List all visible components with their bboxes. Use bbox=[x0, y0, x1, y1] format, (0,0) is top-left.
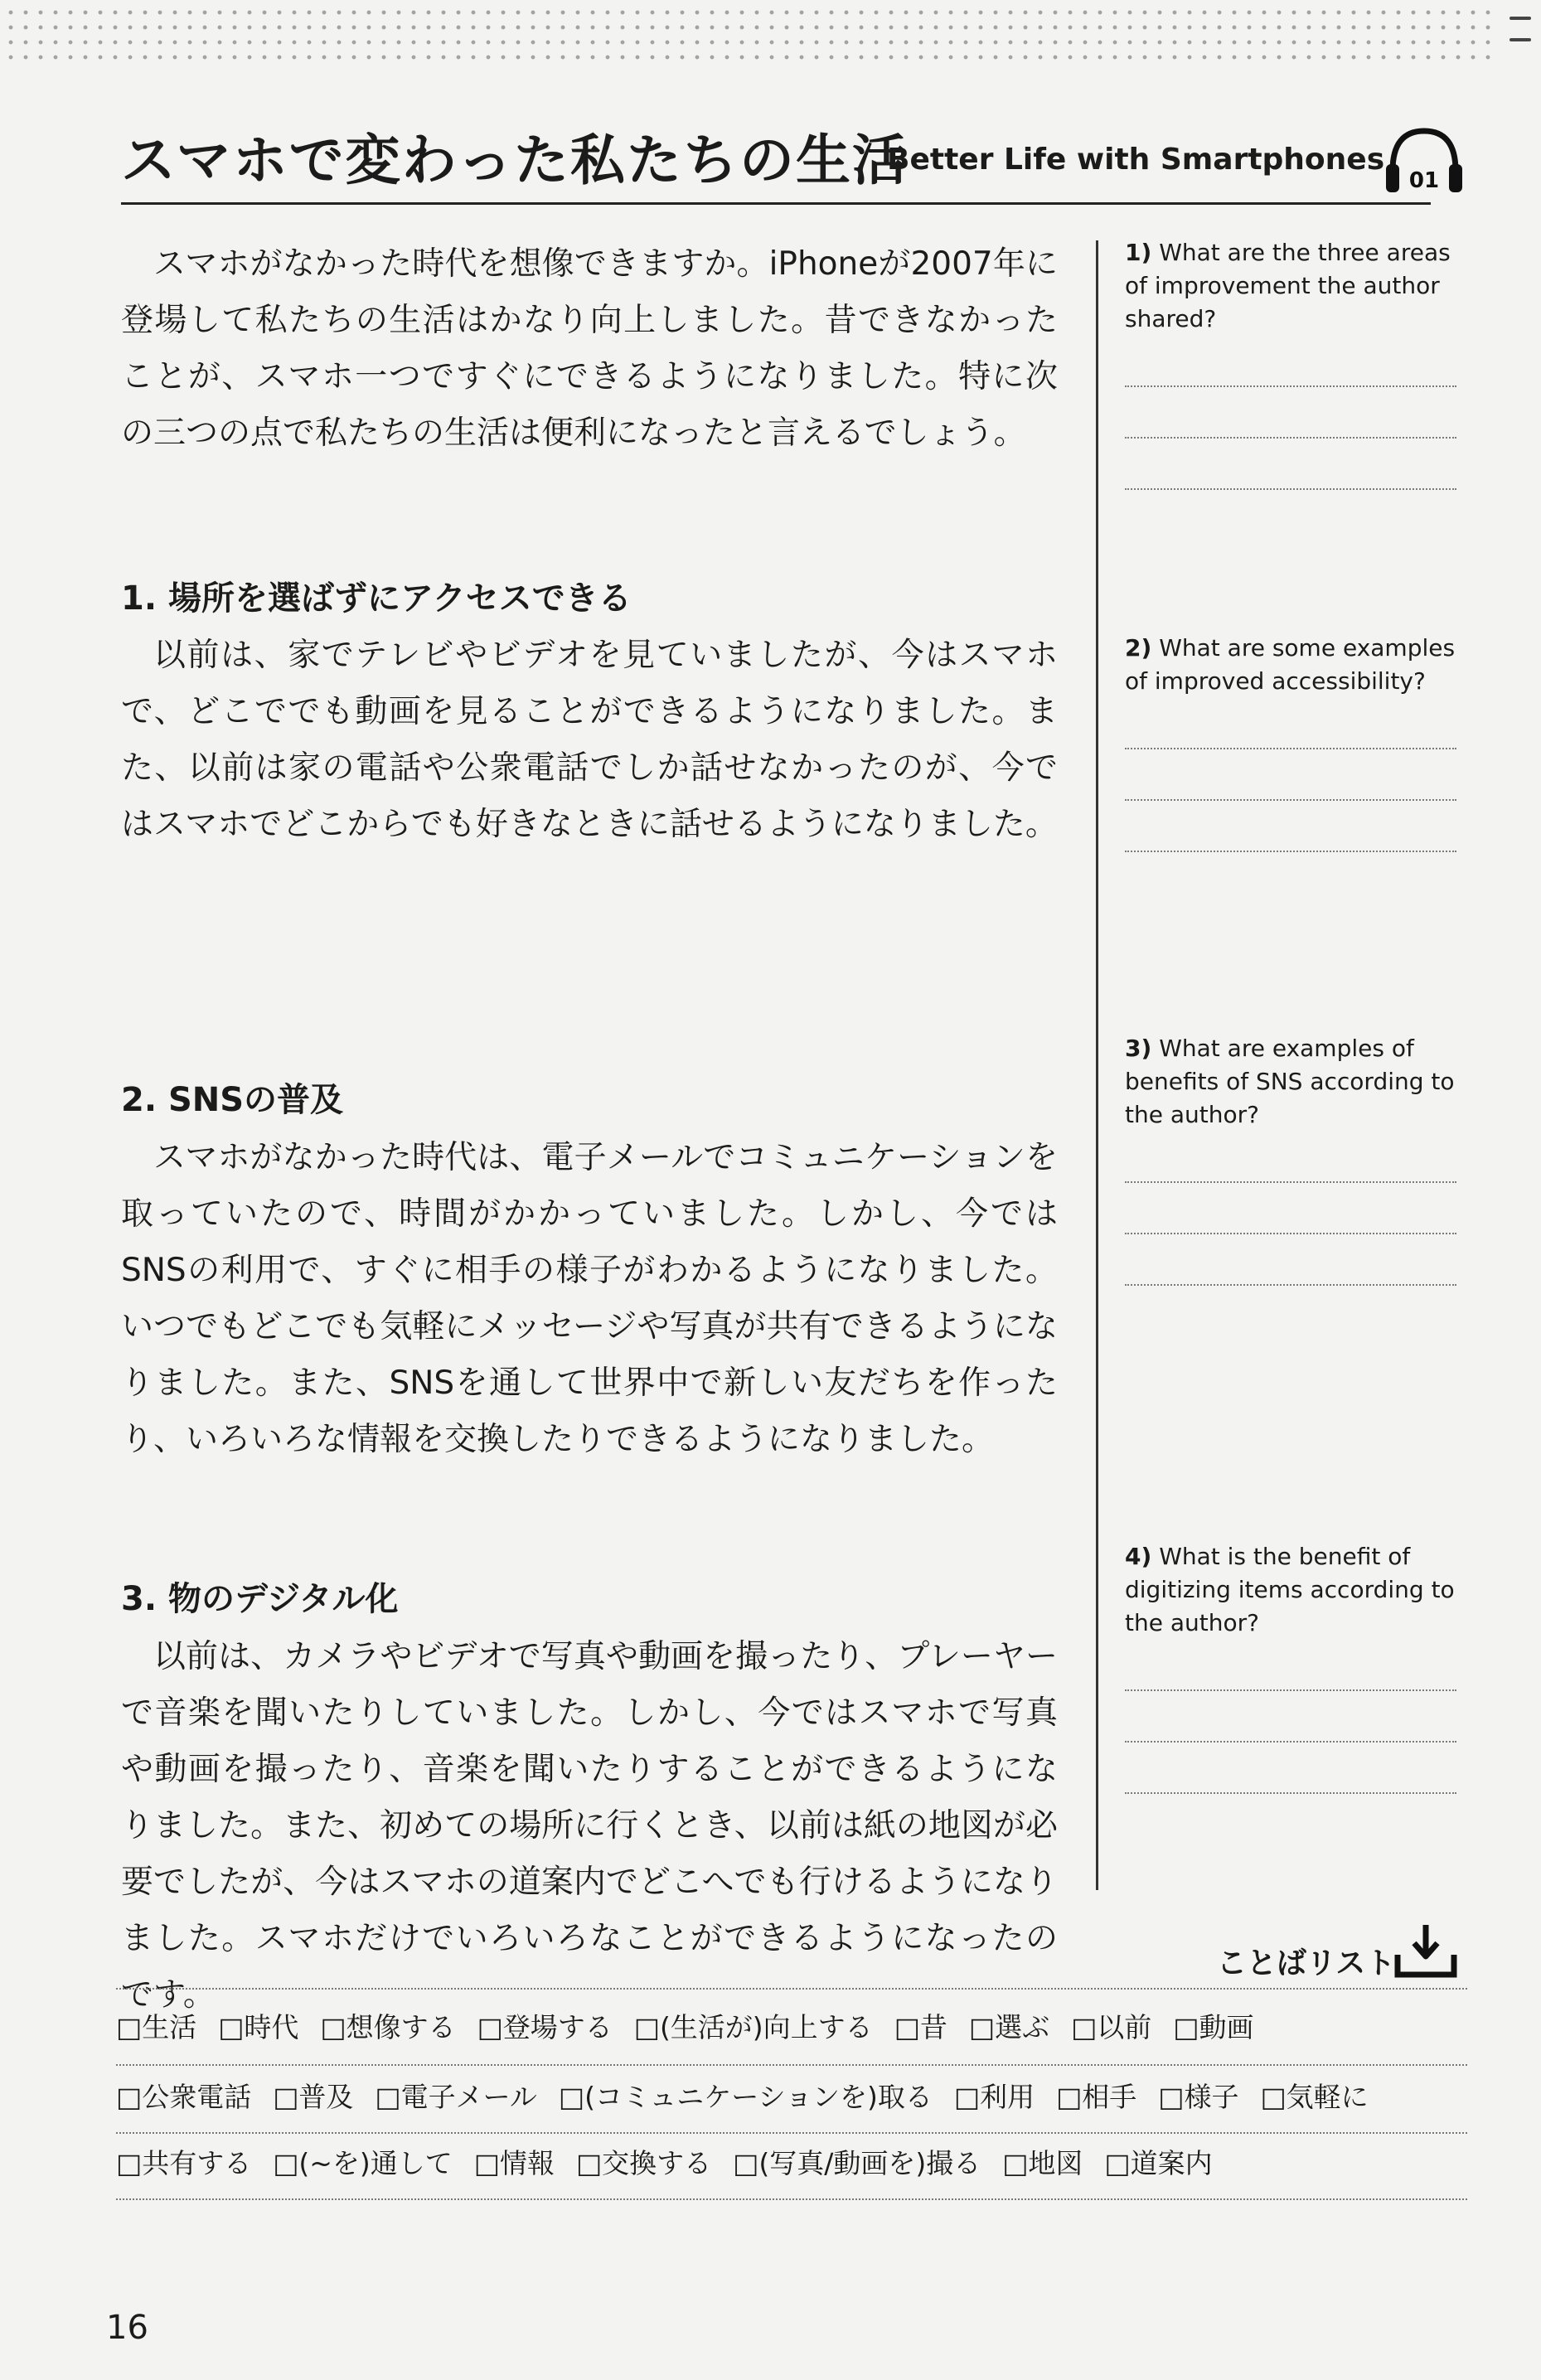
answer-line[interactable] bbox=[1125, 387, 1456, 439]
answer-line[interactable] bbox=[1125, 749, 1456, 801]
question-text: What is the benefit of digitizing items according to the author? bbox=[1125, 1543, 1455, 1636]
vocab-word: 昔 bbox=[919, 2011, 947, 2043]
vocab-separator bbox=[116, 2064, 1467, 2066]
vocab-item[interactable] bbox=[634, 2006, 873, 2045]
question-2 bbox=[1125, 632, 1456, 852]
vocab-item[interactable] bbox=[218, 2006, 298, 2045]
question-text: What are the three areas of improvement the author shared? bbox=[1125, 239, 1451, 332]
checkbox-icon[interactable]: □ bbox=[968, 2011, 996, 2043]
intro-paragraph: スマホがなかった時代を想像できますか。iPhoneが2007年に登場して私たちの生活はかなり向上しました。昔できなかったことが、スマホ一つですぐにできるようになりました。特に次の三つの点で私たちの生活は便利になったと言えるでしょう。 bbox=[121, 245, 1058, 452]
page-subtitle: Better Life with Smartphones bbox=[887, 143, 1385, 177]
vocab-word: (写真/動画を)撮る bbox=[758, 2147, 981, 2179]
question-1 bbox=[1125, 236, 1456, 490]
vocab-row-3 bbox=[116, 2142, 1476, 2195]
checkbox-icon[interactable]: □ bbox=[575, 2147, 603, 2179]
checkbox-icon[interactable]: □ bbox=[1056, 2081, 1083, 2113]
answer-line[interactable] bbox=[1125, 336, 1456, 387]
answer-line[interactable] bbox=[1125, 439, 1456, 490]
vocab-word: 時代 bbox=[244, 2011, 299, 2043]
vocab-word: 相手 bbox=[1082, 2081, 1137, 2113]
question-3 bbox=[1125, 1032, 1456, 1286]
vocab-item[interactable] bbox=[576, 2142, 711, 2181]
checkbox-icon[interactable]: □ bbox=[633, 2011, 660, 2043]
checkbox-icon[interactable]: □ bbox=[273, 2147, 299, 2179]
page-number: 16 bbox=[106, 2309, 148, 2347]
vocab-word: 地図 bbox=[1028, 2147, 1083, 2179]
title-row bbox=[121, 116, 1464, 207]
vocab-word: 情報 bbox=[499, 2147, 555, 2179]
vocab-word: (~を)通して bbox=[298, 2147, 453, 2179]
checkbox-icon[interactable]: □ bbox=[1260, 2081, 1287, 2113]
checkbox-icon[interactable]: □ bbox=[116, 2081, 143, 2113]
answer-line[interactable] bbox=[1125, 1691, 1456, 1743]
answer-line[interactable] bbox=[1125, 1234, 1456, 1286]
question-text: What are examples of benefits of SNS according to the author? bbox=[1125, 1035, 1455, 1128]
checkbox-icon[interactable]: □ bbox=[1002, 2147, 1029, 2179]
vocab-item[interactable] bbox=[1173, 2006, 1253, 2045]
vocab-item[interactable] bbox=[733, 2142, 981, 2181]
checkbox-icon[interactable]: □ bbox=[1158, 2081, 1185, 2113]
question-text: What are some examples of improved accessibility? bbox=[1125, 634, 1456, 695]
vocab-item[interactable] bbox=[375, 2076, 537, 2115]
vocab-word: 以前 bbox=[1097, 2011, 1152, 2043]
vocab-separator bbox=[116, 2132, 1467, 2134]
checkbox-icon[interactable]: □ bbox=[558, 2081, 585, 2113]
vocab-item[interactable] bbox=[477, 2006, 613, 2045]
section-1-body: 以前は、家でテレビやビデオを見ていましたが、今はスマホで、どこででも動画を見ることができるようになりました。また、以前は家の電話や公衆電話でしか話せなかったのが、今ではスマホでどこからでも好きなときに話せるようになりました。 bbox=[121, 637, 1058, 843]
page-title: スマホで変わった私たちの生活 bbox=[121, 128, 909, 192]
vocab-row-1 bbox=[116, 2006, 1476, 2059]
vocab-item[interactable] bbox=[1104, 2142, 1212, 2181]
download-icon[interactable] bbox=[1393, 1922, 1459, 1980]
vocab-item[interactable] bbox=[559, 2076, 933, 2115]
vocab-word: 気軽に bbox=[1286, 2081, 1369, 2113]
vocab-item[interactable] bbox=[116, 2006, 196, 2045]
checkbox-icon[interactable]: □ bbox=[375, 2081, 401, 2113]
question-number: 1) bbox=[1125, 239, 1152, 266]
column-divider bbox=[1096, 240, 1098, 1890]
vocab-item[interactable] bbox=[1071, 2006, 1151, 2045]
reading-passage bbox=[121, 236, 1058, 2014]
section-2-heading: 2. SNSの普及 bbox=[121, 1081, 344, 1119]
track-number: 01 bbox=[1408, 168, 1440, 193]
section-3-body: 以前は、カメラやビデオで写真や動画を撮ったり、プレーヤーで音楽を聞いたりしていました。しかし、今ではスマホで写真や動画を撮ったり、音楽を聞いたりすることができるようになりました。また、初めての場所に行くとき、以前は紙の地図が必要でしたが、今はスマホの道案内でどこへでも行けるようになりました。スマホだけでいろいろなことができるようになったのです。 bbox=[121, 1638, 1058, 2014]
question-4 bbox=[1125, 1540, 1456, 1794]
section-1-heading: 1. 場所を選ばずにアクセスできる bbox=[121, 579, 632, 618]
checkbox-icon[interactable]: □ bbox=[733, 2147, 759, 2179]
vocab-word: 生活 bbox=[142, 2011, 197, 2043]
checkbox-icon[interactable]: □ bbox=[473, 2147, 500, 2179]
checkbox-icon[interactable]: □ bbox=[116, 2011, 143, 2043]
vocab-word: 利用 bbox=[980, 2081, 1035, 2113]
vocab-word: (コミュニケーションを)取る bbox=[584, 2081, 933, 2113]
vocab-word: 選ぶ bbox=[995, 2011, 1050, 2043]
checkbox-icon[interactable]: □ bbox=[320, 2011, 346, 2043]
vocab-item[interactable] bbox=[1056, 2076, 1136, 2115]
vocab-list-heading: ことばリスト bbox=[1217, 1946, 1396, 1980]
question-number: 2) bbox=[1125, 634, 1152, 662]
vocab-item[interactable] bbox=[474, 2142, 555, 2181]
question-number: 4) bbox=[1125, 1543, 1152, 1570]
answer-line[interactable] bbox=[1125, 1640, 1456, 1691]
vocab-word: 様子 bbox=[1184, 2081, 1239, 2113]
vocab-word: 交換する bbox=[602, 2147, 712, 2179]
vocab-item[interactable] bbox=[1158, 2076, 1238, 2115]
vocab-item[interactable] bbox=[1002, 2142, 1083, 2181]
checkbox-icon[interactable]: □ bbox=[218, 2011, 245, 2043]
checkbox-icon[interactable]: □ bbox=[1071, 2011, 1098, 2043]
vocab-item[interactable] bbox=[116, 2142, 251, 2181]
checkbox-icon[interactable]: □ bbox=[273, 2081, 299, 2113]
vocab-word: (生活が)向上する bbox=[659, 2011, 873, 2043]
answer-line[interactable] bbox=[1125, 1183, 1456, 1234]
vocab-item[interactable] bbox=[969, 2006, 1049, 2045]
answer-line[interactable] bbox=[1125, 1743, 1456, 1794]
checkbox-icon[interactable]: □ bbox=[953, 2081, 981, 2113]
headphones-icon bbox=[1383, 123, 1466, 197]
question-number: 3) bbox=[1125, 1035, 1152, 1062]
vocab-item[interactable] bbox=[320, 2006, 455, 2045]
title-rule bbox=[121, 202, 1431, 205]
vocab-word: 公衆電話 bbox=[142, 2081, 252, 2113]
vocab-item[interactable] bbox=[116, 2076, 251, 2115]
section-2-body: スマホがなかった時代は、電子メールでコミュニケーションを取っていたので、時間がかかっていました。しかし、今ではSNSの利用で、すぐに相手の様子がわかるようになりました。いつでもどこでも気軽にメッセージや写真が共有できるようになりました。また、SNSを通して世界中で新しい友だちを作ったり、いろいろな情報を交換したりできるようになりました。 bbox=[121, 1139, 1058, 1458]
vocab-word: 想像する bbox=[346, 2011, 456, 2043]
vocab-word: 動画 bbox=[1199, 2011, 1254, 2043]
vocab-item[interactable] bbox=[1260, 2076, 1368, 2115]
checkbox-icon[interactable]: □ bbox=[477, 2011, 503, 2043]
vocab-word: 登場する bbox=[502, 2011, 613, 2043]
vocab-word: 道案内 bbox=[1130, 2147, 1213, 2179]
checkbox-icon[interactable]: □ bbox=[894, 2011, 920, 2043]
checkbox-icon[interactable]: □ bbox=[116, 2147, 143, 2179]
vocab-top-rule bbox=[116, 1988, 1467, 1990]
answer-line[interactable] bbox=[1125, 1132, 1456, 1183]
vocab-word: 普及 bbox=[298, 2081, 354, 2113]
vocab-item[interactable] bbox=[894, 2006, 947, 2045]
answer-line[interactable] bbox=[1125, 801, 1456, 852]
checkbox-icon[interactable]: □ bbox=[1173, 2011, 1199, 2043]
vocab-item[interactable] bbox=[273, 2076, 353, 2115]
dotted-header-band bbox=[0, 0, 1492, 66]
page-edge-marks bbox=[1510, 17, 1531, 60]
vocab-item[interactable] bbox=[954, 2076, 1035, 2115]
answer-line[interactable] bbox=[1125, 698, 1456, 749]
vocab-word: 電子メール bbox=[400, 2081, 537, 2113]
section-3-heading: 3. 物のデジタル化 bbox=[121, 1580, 399, 1618]
vocab-row-2 bbox=[116, 2076, 1476, 2129]
vocab-word: 共有する bbox=[142, 2147, 252, 2179]
vocab-separator bbox=[116, 2198, 1467, 2200]
vocab-item[interactable] bbox=[273, 2142, 453, 2181]
checkbox-icon[interactable]: □ bbox=[1104, 2147, 1131, 2179]
